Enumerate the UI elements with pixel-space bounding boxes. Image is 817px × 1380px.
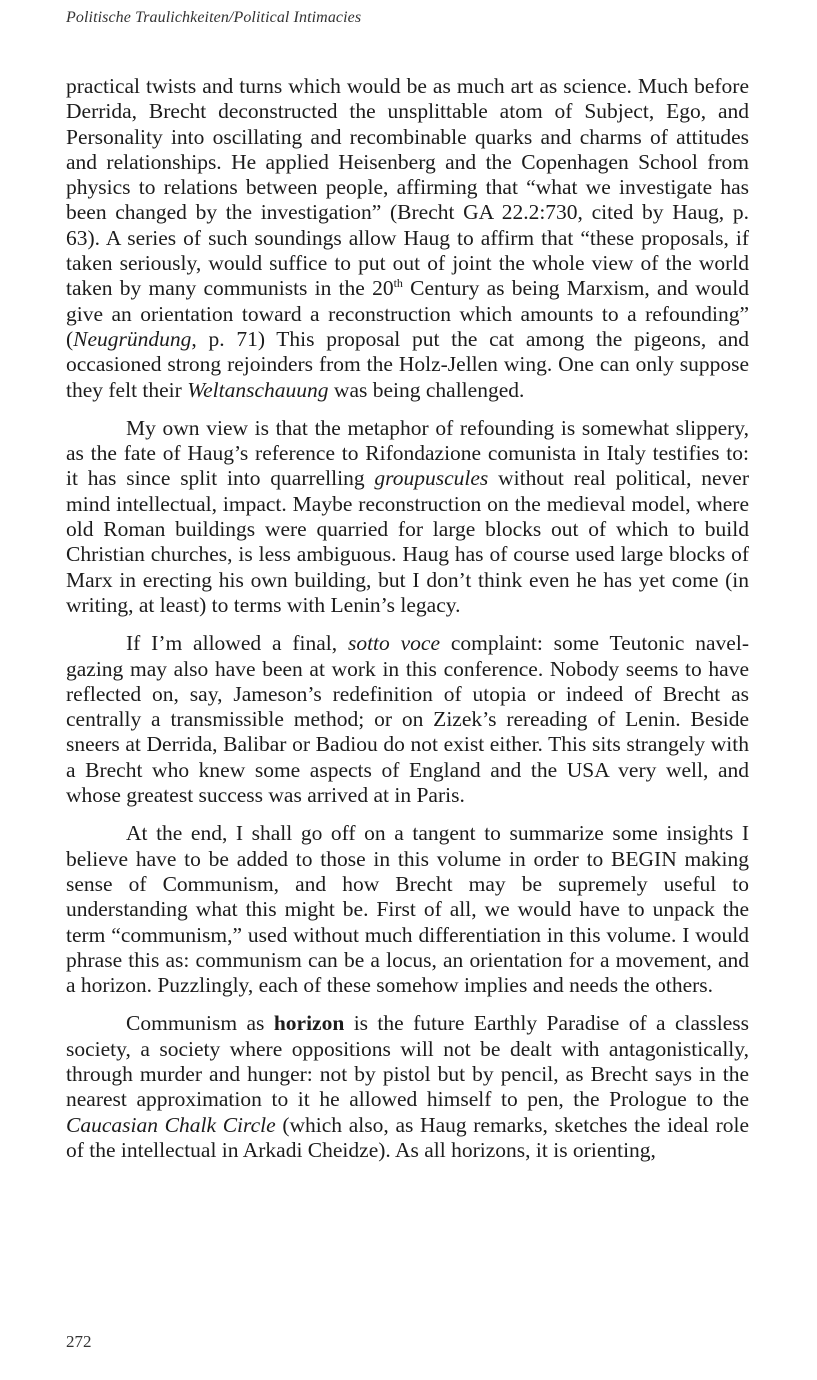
page-number: 272 xyxy=(66,1332,92,1351)
paragraph-4: At the end, I shall go off on a tangent to summarize some insights I believe have to be added to those in this volume in order to BEGIN making sense of Communism, and how Brecht may be supremely useful to understanding what this might be. First of all, we would have to unpack the term “communism,” used without much differentiation in this volume. I would phrase this as: communism can be a locus, an orientation for a movement, and a horizon. Puzzlingly, each of these somehow implies and needs the others. xyxy=(66,821,749,998)
paragraph-2: My own view is that the metaphor of refounding is somewhat slippery, as the fate of Haug’s reference to Rifondazione comunista in Italy testifies to: it has since split into quarrelling groupuscules without real political, never mind intellectual, impact. Maybe reconstruction on the medieval model, where old Roman buildings were quarried for large blocks out of which to build Christian churches, is less ambiguous. Haug has of course used large blocks of Marx in erecting his own building, but I don’t think even he has yet come (in writing, at least) to terms with Lenin’s legacy. xyxy=(66,415,749,617)
running-head: Politische Traulichkeiten/Political Intimacies xyxy=(66,9,362,26)
body-text xyxy=(66,74,749,1163)
paragraph-1: practical twists and turns which would be as much art as science. Much before Derrida, Brecht deconstructed the unsplittable atom of Subject, Ego, and Personality into oscillating and recombinable quarks and charms of attitudes and relationships. He applied Heisenberg and the Copenhagen School from physics to relations between people, affirming that “what we investigate has been changed by the investigation” (Brecht GA 22.2:730, cited by Haug, p. 63). A series of such soundings allow Haug to affirm that “these proposals, if taken seriously, would suffice to put out of joint the whole view of the world taken by many communists in the 20th Century as being Marxism, and would give an orientation toward a reconstruction which amounts to a refounding” (Neugründung, p. 71) This proposal put the cat among the pigeons, and occasioned strong rejoinders from the Holz-Jellen wing. One can only suppose they felt their Weltanschauung was being challenged. xyxy=(66,74,749,402)
paragraph-3: If I’m allowed a final, sotto voce complaint: some Teutonic navel-gazing may also have been at work in this conference. Nobody seems to have reflected on, say, Jameson’s redefinition of utopia or indeed of Brecht as centrally a transmissible method; or on Zizek’s rereading of Lenin. Beside sneers at Derrida, Balibar or Badiou do not exist either. This sits strangely with a Brecht who knew some aspects of England and the USA very well, and whose greatest success was arrived at in Paris. xyxy=(66,631,749,808)
paragraph-5: Communism as horizon is the future Earthly Paradise of a classless society, a society where oppositions will not be dealt with antagonistically, through murder and hunger: not by pistol but by pencil, as Brecht says in the nearest approximation to it he allowed himself to pen, the Prologue to the Caucasian Chalk Circle (which also, as Haug remarks, sketches the ideal role of the intellectual in Arkadi Cheidze). As all horizons, it is orienting, xyxy=(66,1011,750,1162)
